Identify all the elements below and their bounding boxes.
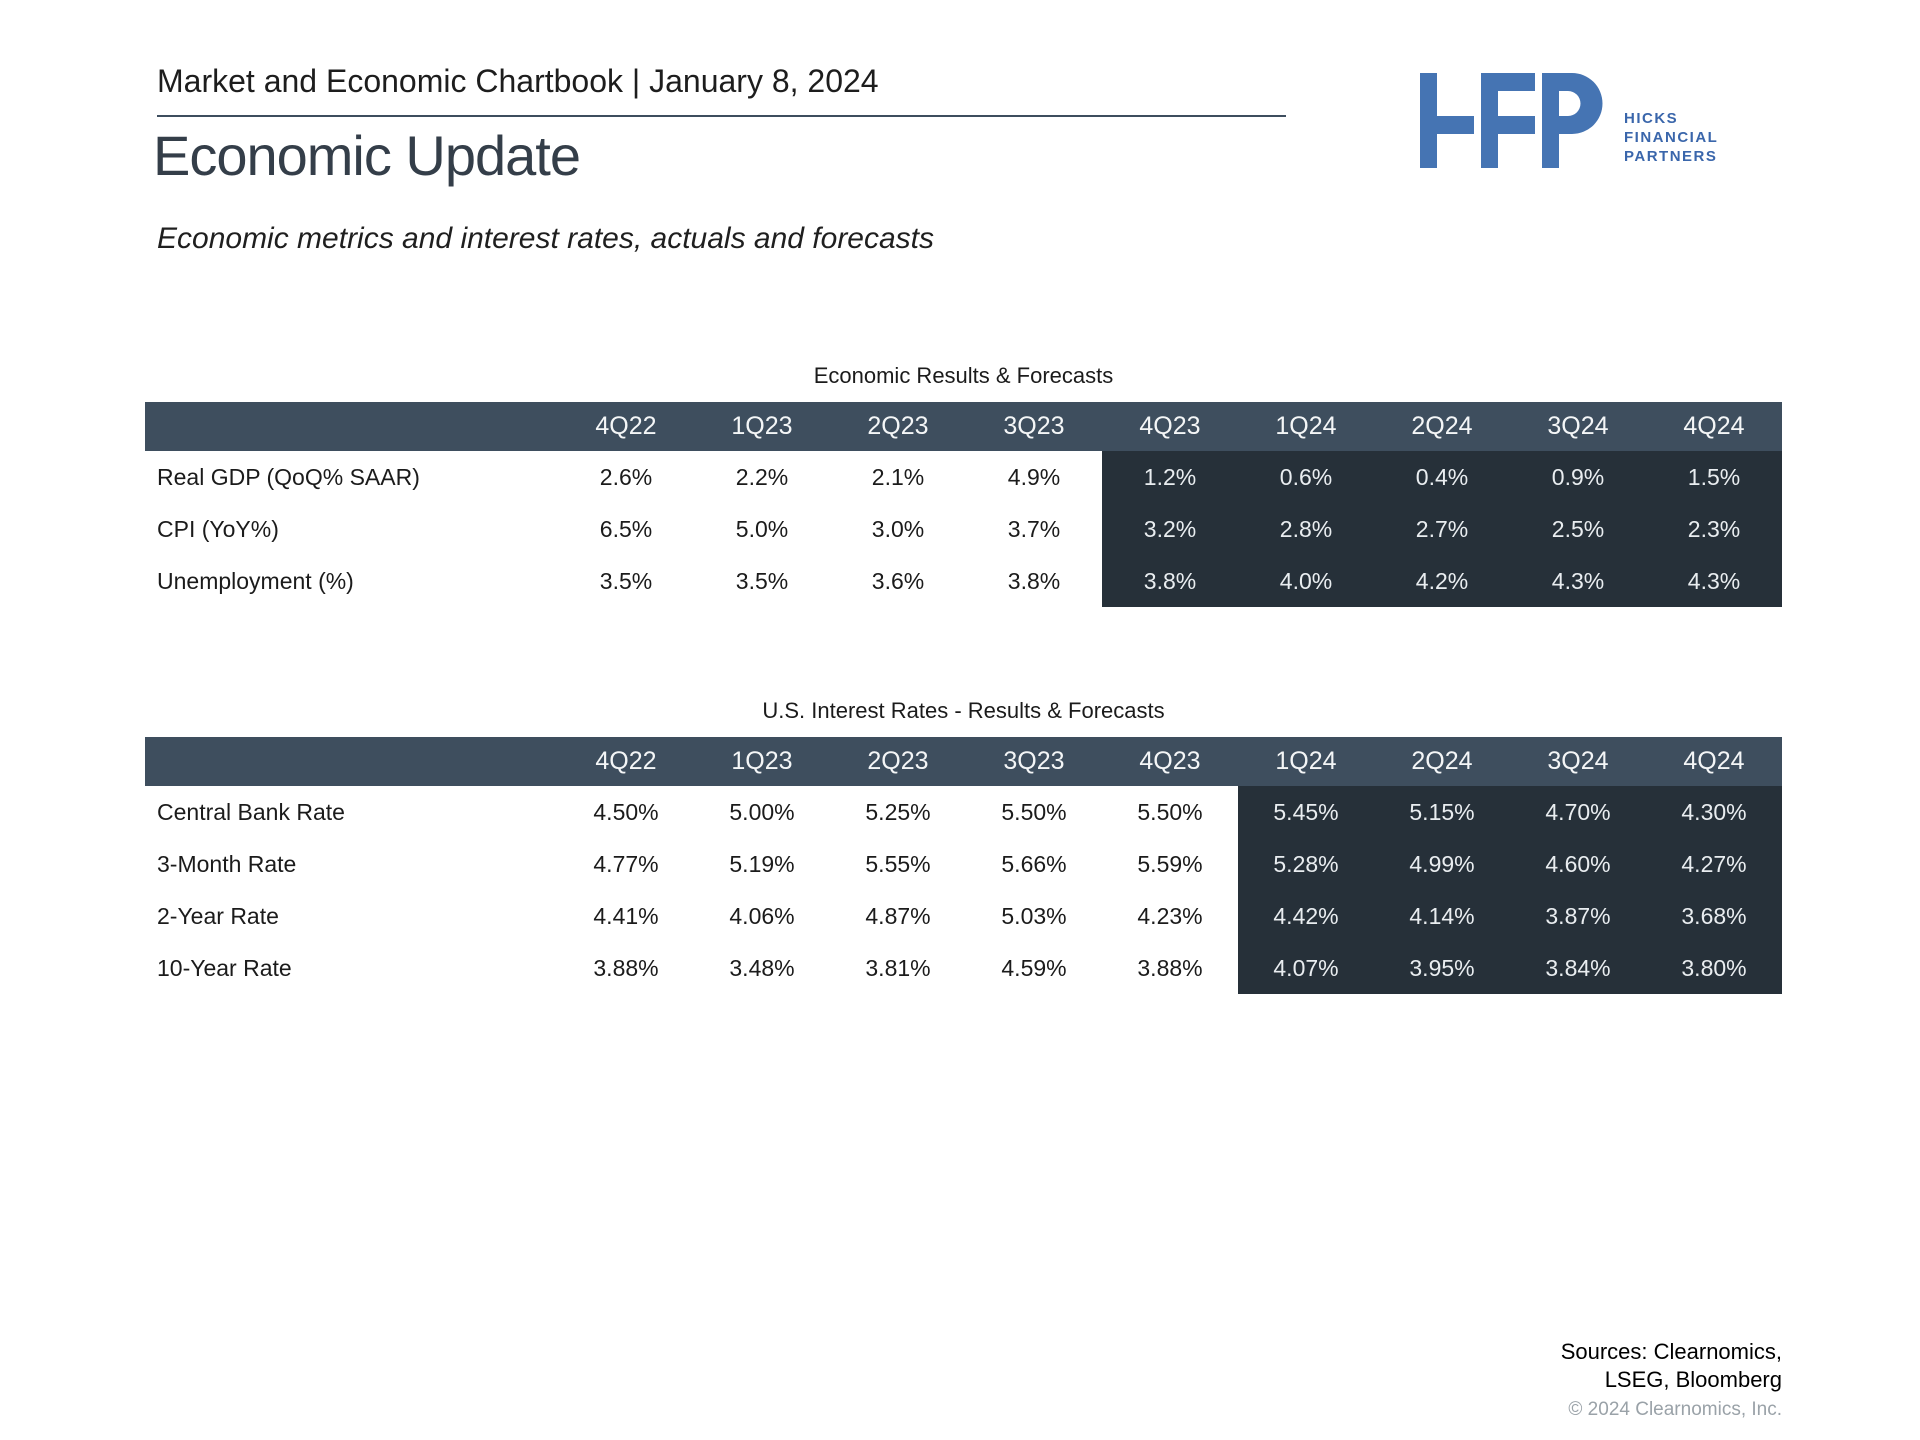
table-corner-cell [145,737,558,786]
sources-line: Sources: Clearnomics, [1560,1339,1782,1364]
table-cell-forecast: 4.2% [1374,555,1510,607]
hfp-logo [1420,73,1718,168]
table-cell: 3.8% [1007,567,1061,594]
table-cell: 5.50% [1001,798,1067,825]
table-cell: 4.77% [593,850,659,877]
table-cell-forecast: 4.99% [1374,838,1510,890]
table-cell: 3.5% [599,567,653,594]
logo-wordmark-line: HICKS [1624,110,1679,127]
table-cell-forecast: 4.42% [1238,890,1374,942]
table-cell-forecast: 0.6% [1238,451,1374,503]
report-eyebrow: Market and Economic Chartbook | January 8, 2024 [157,63,879,99]
table-body [145,451,1782,607]
table-cell: 2.1% [871,463,925,490]
logo-wordmark-line: PARTNERS [1624,148,1718,165]
row-label: Real GDP (QoQ% SAAR) [157,463,420,490]
table-cell-forecast: 3.68% [1646,890,1782,942]
table-cell: 5.55% [865,850,931,877]
table-cell-forecast: 1.2% [1102,451,1238,503]
table-cell: 4.50% [593,798,659,825]
column-header: 4Q23 [1139,747,1201,775]
column-header: 3Q24 [1547,412,1609,440]
page-title: Economic Update [153,124,581,187]
table-cell: 3.81% [865,954,931,981]
table-cell: 5.00% [729,798,795,825]
table-cell-forecast: 2.5% [1510,503,1646,555]
table-cell: 3.88% [1137,954,1203,981]
column-header: 3Q23 [1003,412,1065,440]
sources-line: LSEG, Bloomberg [1604,1367,1782,1392]
hfp-monogram-icon [1420,73,1605,168]
table-cell: 5.50% [1137,798,1203,825]
column-header: 1Q24 [1275,412,1337,440]
interest-rates-table [145,697,1782,994]
column-header: 1Q23 [731,412,793,440]
table-cell: 4.9% [1007,463,1061,490]
table-cell: 6.5% [599,515,653,542]
economic-results-table [145,362,1782,607]
table-corner-cell [145,402,558,451]
table-cell: 3.88% [593,954,659,981]
table-cell-forecast: 4.3% [1510,555,1646,607]
table-cell: 4.23% [1137,902,1203,929]
table-cell-forecast: 1.5% [1646,451,1782,503]
table-cell-forecast: 4.07% [1238,942,1374,994]
logo-wordmark [1624,109,1718,166]
row-label: Central Bank Rate [157,798,345,825]
table-header-row [145,737,1782,786]
table-cell: 4.87% [865,902,931,929]
table-cell: 5.25% [865,798,931,825]
table-cell: 2.2% [735,463,789,490]
column-header: 4Q22 [595,412,657,440]
table-cell-forecast: 4.27% [1646,838,1782,890]
table-cell: 3.6% [871,567,925,594]
table-cell: 5.19% [729,850,795,877]
table-cell-forecast: 4.14% [1374,890,1510,942]
table-cell: 3.0% [871,515,925,542]
column-header: 1Q24 [1275,747,1337,775]
table-cell: 5.59% [1137,850,1203,877]
table-cell-forecast: 4.70% [1510,786,1646,838]
copyright: © 2024 Clearnomics, Inc. [1568,1399,1782,1420]
table-cell-forecast: 0.4% [1374,451,1510,503]
column-header: 3Q24 [1547,747,1609,775]
row-label: 3-Month Rate [157,850,297,877]
column-header: 2Q23 [867,747,929,775]
table-cell: 3.7% [1007,515,1061,542]
column-header: 2Q24 [1411,747,1473,775]
table-title: U.S. Interest Rates - Results & Forecasts [762,698,1165,723]
table-cell-forecast: 0.9% [1510,451,1646,503]
table-body [145,786,1782,994]
footer [1561,1338,1782,1422]
table-cell-forecast: 5.15% [1374,786,1510,838]
table-cell-forecast: 3.87% [1510,890,1646,942]
table-cell: 4.59% [1001,954,1067,981]
header-rule [157,115,1286,117]
column-header: 4Q24 [1683,747,1745,775]
column-header: 4Q24 [1683,412,1745,440]
row-label: CPI (YoY%) [157,515,279,542]
column-header: 4Q22 [595,747,657,775]
table-cell: 3.48% [729,954,795,981]
table-cell-forecast: 3.95% [1374,942,1510,994]
table-title: Economic Results & Forecasts [813,363,1114,388]
table-cell: 5.66% [1001,850,1067,877]
table-cell-forecast: 4.0% [1238,555,1374,607]
row-label: Unemployment (%) [157,567,354,594]
table-cell: 5.03% [1001,902,1067,929]
table-cell-forecast: 3.8% [1102,555,1238,607]
table-cell: 2.6% [599,463,653,490]
table-cell-forecast: 3.80% [1646,942,1782,994]
table-cell: 5.0% [735,515,789,542]
table-cell-forecast: 2.7% [1374,503,1510,555]
column-header: 2Q24 [1411,412,1473,440]
table-cell-forecast: 3.84% [1510,942,1646,994]
logo-wordmark-line: FINANCIAL [1624,129,1719,146]
table-cell-forecast: 4.30% [1646,786,1782,838]
page-subtitle: Economic metrics and interest rates, actuals and forecasts [157,222,935,255]
table-cell-forecast: 5.28% [1238,838,1374,890]
column-header: 3Q23 [1003,747,1065,775]
table-cell-forecast: 2.3% [1646,503,1782,555]
table-cell: 4.06% [729,902,795,929]
row-label: 2-Year Rate [157,902,279,929]
column-header: 4Q23 [1139,412,1201,440]
column-header: 1Q23 [731,747,793,775]
table-cell-forecast: 5.45% [1238,786,1374,838]
table-cell-forecast: 4.60% [1510,838,1646,890]
row-label: 10-Year Rate [157,954,292,981]
table-cell-forecast: 2.8% [1238,503,1374,555]
column-header: 2Q23 [867,412,929,440]
table-cell-forecast: 3.2% [1102,503,1238,555]
table-cell-forecast: 4.3% [1646,555,1782,607]
table-header-row [145,402,1782,451]
table-cell: 4.41% [593,902,659,929]
table-cell: 3.5% [735,567,789,594]
